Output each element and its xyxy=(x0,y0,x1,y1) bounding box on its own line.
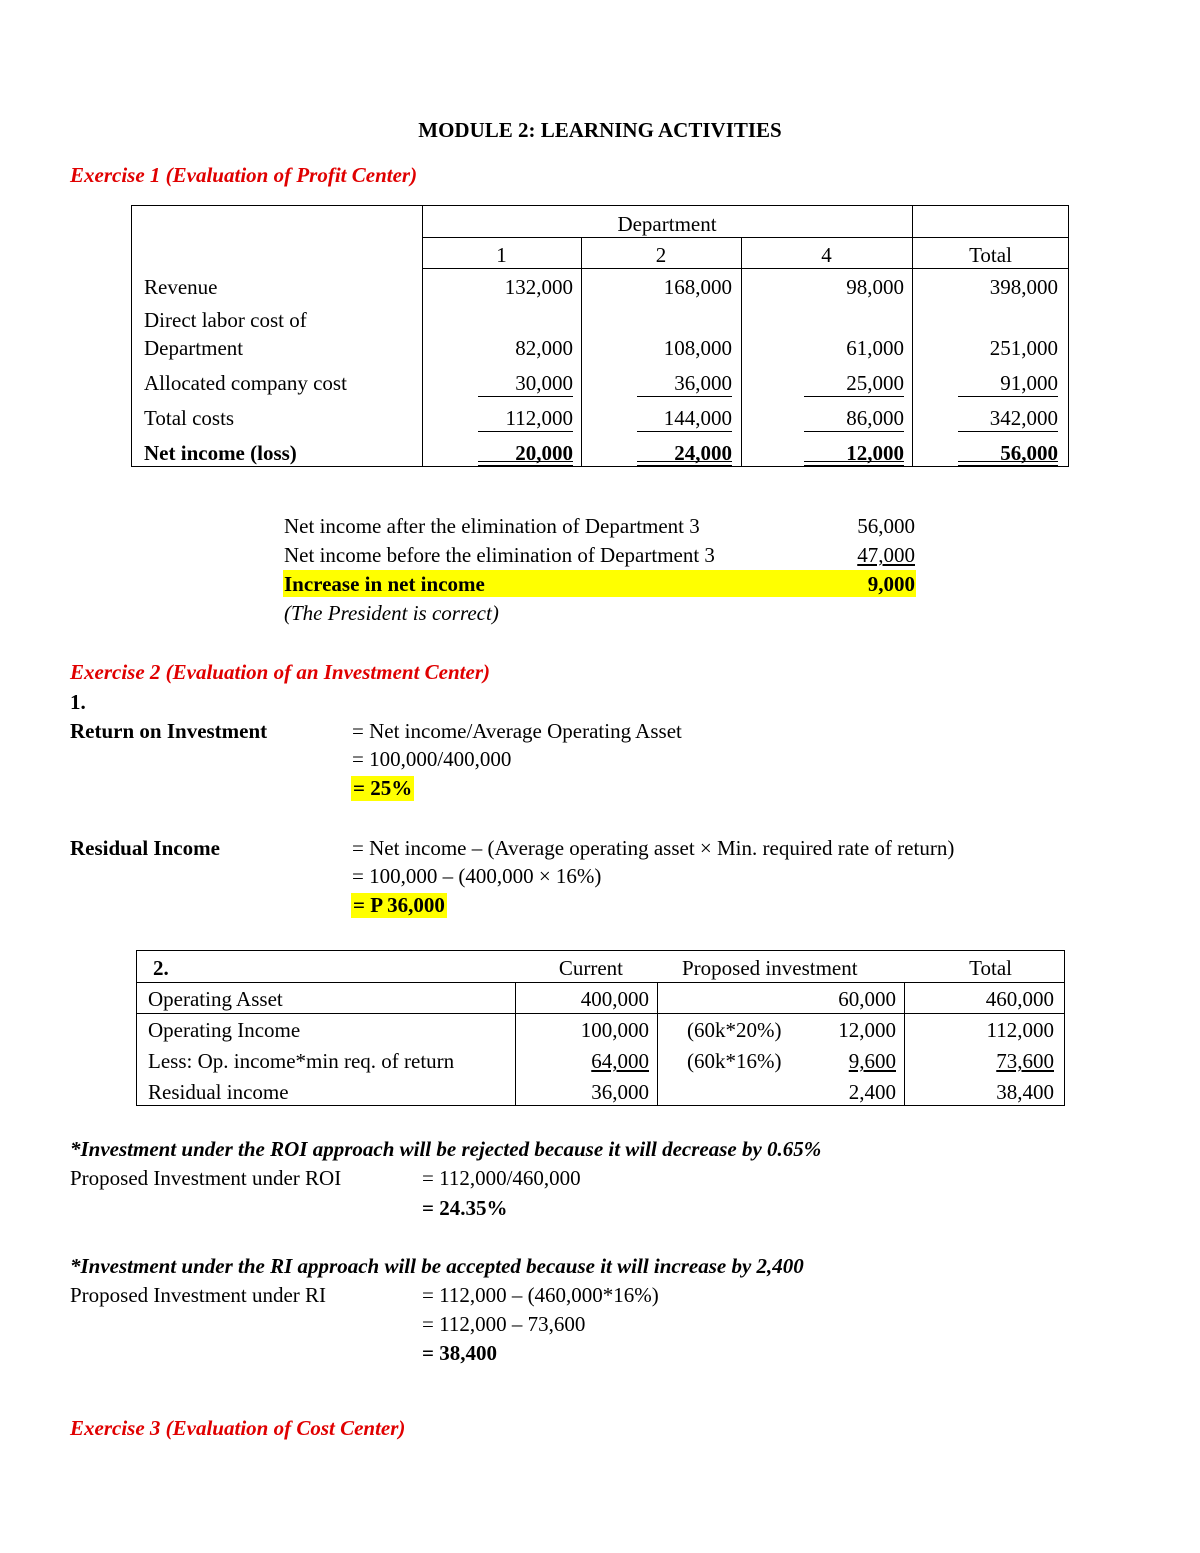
table-cell: 60,000 xyxy=(838,987,896,1011)
table-cell: 12,000 xyxy=(846,441,904,465)
table-cell: 36,000 xyxy=(674,371,732,395)
row-label: Operating Income xyxy=(148,1018,301,1042)
table-cell: 9,600 xyxy=(848,1049,896,1073)
table-cell: 56,000 xyxy=(1000,441,1058,465)
row-label-direct-labor-2: Department xyxy=(144,336,244,360)
table-cell: 100,000 xyxy=(580,1018,649,1042)
roi-label: Return on Investment xyxy=(70,719,268,743)
table-cell: 342,000 xyxy=(989,406,1058,430)
roi-note-label: Proposed Investment under ROI xyxy=(70,1166,342,1190)
col-dept-1: 1 xyxy=(496,243,507,267)
table-cell: 38,400 xyxy=(996,1080,1054,1104)
roi-line2: = 100,000/400,000 xyxy=(352,747,512,771)
ri-line2: = 100,000 – (400,000 × 16%) xyxy=(352,864,602,888)
table-cell: 64,000 xyxy=(591,1049,649,1073)
ri-result: = P 36,000 xyxy=(353,893,445,917)
row-label-total-costs: Total costs xyxy=(144,406,235,430)
table-cell-note: (60k*16%) xyxy=(687,1049,782,1073)
row-label-net-income: Net income (loss) xyxy=(144,441,297,465)
table-cell: 86,000 xyxy=(846,406,904,430)
roi-result: = 25% xyxy=(353,776,413,800)
profit-center-table xyxy=(131,205,1069,467)
table-cell: 82,000 xyxy=(515,336,573,360)
roi-note-heading: *Investment under the ROI approach will be rejected because it will decrease by 0.65% xyxy=(70,1137,822,1161)
summary-note: (The President is correct) xyxy=(284,601,499,625)
table-cell: 20,000 xyxy=(515,441,573,465)
ri-note-line2: = 112,000 – 73,600 xyxy=(422,1312,586,1336)
table-cell: 2,400 xyxy=(848,1080,896,1104)
table-cell: 30,000 xyxy=(515,371,573,395)
table-cell: 112,000 xyxy=(505,406,573,430)
table-cell: 91,000 xyxy=(1000,371,1058,395)
table-cell-note: (60k*20%) xyxy=(687,1018,782,1042)
row-label-direct-labor: Direct labor cost of xyxy=(144,308,307,332)
table-cell: 73,600 xyxy=(996,1049,1054,1073)
part1-number: 1. xyxy=(70,690,86,714)
page-title: MODULE 2: LEARNING ACTIVITIES xyxy=(418,118,782,142)
table-cell: 460,000 xyxy=(985,987,1054,1011)
row-label: Residual income xyxy=(148,1080,289,1104)
roi-note-line1: = 112,000/460,000 xyxy=(422,1166,581,1190)
summary-before-label: Net income before the elimination of Department 3 xyxy=(284,543,715,567)
col-total: Total xyxy=(969,243,1012,267)
summary-increase-label: Increase in net income xyxy=(284,572,485,596)
summary-before-value: 47,000 xyxy=(857,543,915,567)
table-cell: 25,000 xyxy=(846,371,904,395)
part2-number: 2. xyxy=(153,956,169,980)
ri-note-label: Proposed Investment under RI xyxy=(70,1283,327,1307)
col-dept-2: 2 xyxy=(655,243,667,267)
roi-note-result: = 24.35% xyxy=(422,1196,508,1220)
table-cell: 112,000 xyxy=(986,1018,1054,1042)
ri-note-line1: = 112,000 – (460,000*16%) xyxy=(422,1283,659,1307)
table-cell: 12,000 xyxy=(838,1018,896,1042)
ri-label: Residual Income xyxy=(70,836,220,860)
exercise1-heading: Exercise 1 (Evaluation of Profit Center) xyxy=(70,163,418,187)
table-cell: 400,000 xyxy=(580,987,649,1011)
department-header: Department xyxy=(617,212,717,236)
table-cell: 24,000 xyxy=(674,441,732,465)
ri-note-heading: *Investment under the RI approach will be accepted because it will increase by 2,400 xyxy=(70,1254,804,1278)
summary-increase-value: 9,000 xyxy=(867,572,915,596)
table-cell: 398,000 xyxy=(989,275,1058,299)
summary-after-label: Net income after the elimination of Department 3 xyxy=(284,514,700,538)
table-cell: 108,000 xyxy=(663,336,732,360)
exercise3-heading: Exercise 3 (Evaluation of Cost Center) xyxy=(70,1416,406,1440)
table-cell: 168,000 xyxy=(663,275,732,299)
exercise2-heading: Exercise 2 (Evaluation of an Investment Center) xyxy=(70,660,490,684)
table-cell: 98,000 xyxy=(846,275,904,299)
col-current: Current xyxy=(558,956,623,980)
col-dept-4: 4 xyxy=(821,243,832,267)
table-cell: 132,000 xyxy=(504,275,573,299)
ri-line1: = Net income – (Average operating asset × Min. required rate of return) xyxy=(352,836,955,860)
table-cell: 36,000 xyxy=(591,1080,649,1104)
table-cell: 144,000 xyxy=(663,406,732,430)
col-total: Total xyxy=(969,956,1012,980)
roi-line1: = Net income/Average Operating Asset xyxy=(352,719,682,743)
table-cell: 61,000 xyxy=(846,336,904,360)
row-label-revenue: Revenue xyxy=(144,275,218,299)
row-label: Less: Op. income*min req. of return xyxy=(148,1049,455,1073)
table-cell: 251,000 xyxy=(989,336,1058,360)
row-label: Operating Asset xyxy=(148,987,283,1011)
investment-table xyxy=(136,950,1065,1106)
row-label-allocated: Allocated company cost xyxy=(144,371,347,395)
ri-note-result: = 38,400 xyxy=(422,1341,497,1365)
summary-after-value: 56,000 xyxy=(857,514,915,538)
col-proposed: Proposed investment xyxy=(682,956,858,980)
